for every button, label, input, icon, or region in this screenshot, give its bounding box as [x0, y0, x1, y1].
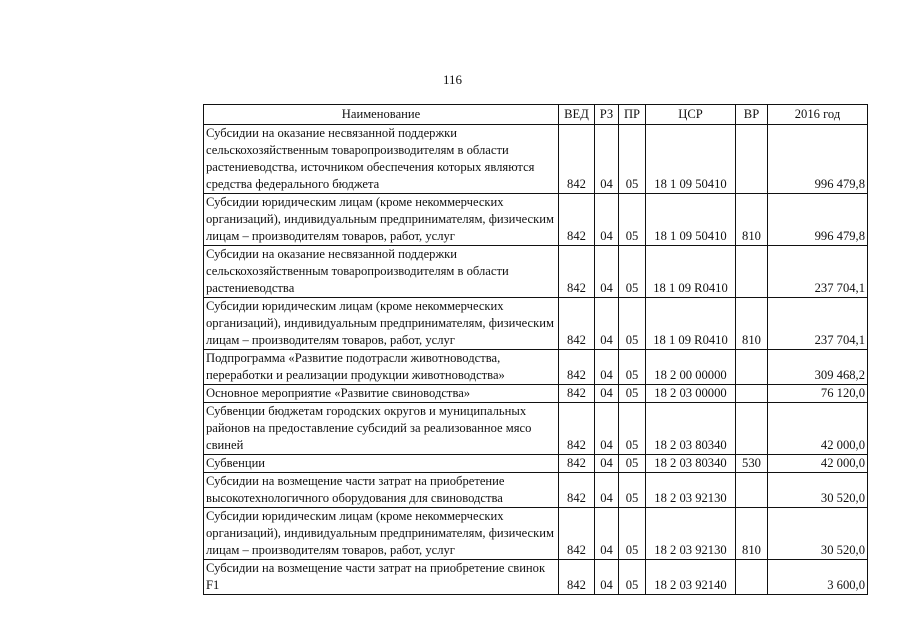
row-ved: 842	[559, 455, 595, 473]
row-csr: 18 2 03 92130	[646, 508, 736, 560]
row-csr: 18 1 09 50410	[646, 194, 736, 246]
row-ved: 842	[559, 508, 595, 560]
row-ved: 842	[559, 246, 595, 298]
row-pr: 05	[619, 350, 646, 385]
row-pr: 05	[619, 560, 646, 595]
row-csr: 18 2 03 00000	[646, 385, 736, 403]
row-vr	[736, 560, 768, 595]
row-name: Субсидии юридическим лицам (кроме некоммерческих организаций), индивидуальным предпринимателям, физическим лицам – производителям товаров, работ, услуг	[204, 194, 559, 246]
row-ved: 842	[559, 473, 595, 508]
table-row	[204, 385, 868, 403]
table-row	[204, 560, 868, 595]
row-pr: 05	[619, 403, 646, 455]
table-row	[204, 403, 868, 455]
row-ved: 842	[559, 125, 595, 194]
row-ved: 842	[559, 194, 595, 246]
row-pr: 05	[619, 455, 646, 473]
row-name: Субвенции бюджетам городских округов и муниципальных районов на предоставление субсидий за реализованное мясо свиней	[204, 403, 559, 455]
row-pr: 05	[619, 298, 646, 350]
row-amount: 3 600,0	[768, 560, 868, 595]
row-name: Субсидии на оказание несвязанной поддержки сельскохозяйственным товаропроизводителям в области растениеводства, источником обеспечения которых являются средства федерального бюджета	[204, 125, 559, 194]
row-vr: 530	[736, 455, 768, 473]
table-row	[204, 473, 868, 508]
row-pr: 05	[619, 508, 646, 560]
row-amount: 30 520,0	[768, 473, 868, 508]
row-vr	[736, 350, 768, 385]
row-pr: 05	[619, 473, 646, 508]
row-rz: 04	[595, 560, 619, 595]
row-ved: 842	[559, 350, 595, 385]
row-rz: 04	[595, 350, 619, 385]
table-row	[204, 455, 868, 473]
table-row	[204, 246, 868, 298]
row-name: Субвенции	[204, 455, 559, 473]
row-vr	[736, 125, 768, 194]
header-name: Наименование	[204, 105, 559, 125]
row-amount: 42 000,0	[768, 403, 868, 455]
row-ved: 842	[559, 403, 595, 455]
row-name: Субсидии на возмещение части затрат на приобретение высокотехнологичного оборудования для свиноводства	[204, 473, 559, 508]
header-vr: ВР	[736, 105, 768, 125]
row-amount: 237 704,1	[768, 246, 868, 298]
row-csr: 18 1 09 R0410	[646, 246, 736, 298]
row-amount: 42 000,0	[768, 455, 868, 473]
row-vr	[736, 385, 768, 403]
row-vr	[736, 403, 768, 455]
header-pr: ПР	[619, 105, 646, 125]
row-vr: 810	[736, 508, 768, 560]
row-amount: 996 479,8	[768, 125, 868, 194]
budget-table	[203, 104, 868, 595]
row-rz: 04	[595, 455, 619, 473]
row-amount: 237 704,1	[768, 298, 868, 350]
row-rz: 04	[595, 403, 619, 455]
row-name: Субсидии юридическим лицам (кроме некоммерческих организаций), индивидуальным предпринимателям, физическим лицам – производителям товаров, работ, услуг	[204, 508, 559, 560]
row-ved: 842	[559, 298, 595, 350]
row-rz: 04	[595, 298, 619, 350]
row-pr: 05	[619, 385, 646, 403]
header-rz: РЗ	[595, 105, 619, 125]
row-name: Основное мероприятие «Развитие свиноводства»	[204, 385, 559, 403]
row-rz: 04	[595, 246, 619, 298]
row-vr	[736, 246, 768, 298]
row-amount: 76 120,0	[768, 385, 868, 403]
row-rz: 04	[595, 125, 619, 194]
page-number: 116	[442, 72, 463, 87]
row-vr: 810	[736, 194, 768, 246]
row-amount: 309 468,2	[768, 350, 868, 385]
table-row	[204, 298, 868, 350]
row-pr: 05	[619, 125, 646, 194]
row-ved: 842	[559, 560, 595, 595]
row-csr: 18 2 03 92140	[646, 560, 736, 595]
table-row	[204, 125, 868, 194]
row-amount: 996 479,8	[768, 194, 868, 246]
header-year: 2016 год	[768, 105, 868, 125]
header-ved: ВЕД	[559, 105, 595, 125]
row-vr	[736, 473, 768, 508]
table-row	[204, 194, 868, 246]
row-name: Подпрограмма «Развитие подотрасли животноводства, переработки и реализации продукции животноводства»	[204, 350, 559, 385]
header-csr: ЦСР	[646, 105, 736, 125]
row-csr: 18 1 09 R0410	[646, 298, 736, 350]
row-rz: 04	[595, 194, 619, 246]
row-rz: 04	[595, 473, 619, 508]
row-rz: 04	[595, 385, 619, 403]
row-pr: 05	[619, 246, 646, 298]
row-name: Субсидии на оказание несвязанной поддержки сельскохозяйственным товаропроизводителям в области растениеводства	[204, 246, 559, 298]
table-row	[204, 350, 868, 385]
table-header-row	[204, 105, 868, 125]
row-csr: 18 1 09 50410	[646, 125, 736, 194]
table-row	[204, 508, 868, 560]
row-name: Субсидии на возмещение части затрат на приобретение свинок F1	[204, 560, 559, 595]
row-amount: 30 520,0	[768, 508, 868, 560]
row-pr: 05	[619, 194, 646, 246]
row-name: Субсидии юридическим лицам (кроме некоммерческих организаций), индивидуальным предпринимателям, физическим лицам – производителям товаров, работ, услуг	[204, 298, 559, 350]
row-vr: 810	[736, 298, 768, 350]
row-csr: 18 2 03 80340	[646, 455, 736, 473]
row-rz: 04	[595, 508, 619, 560]
row-csr: 18 2 00 00000	[646, 350, 736, 385]
row-csr: 18 2 03 92130	[646, 473, 736, 508]
row-ved: 842	[559, 385, 595, 403]
row-csr: 18 2 03 80340	[646, 403, 736, 455]
